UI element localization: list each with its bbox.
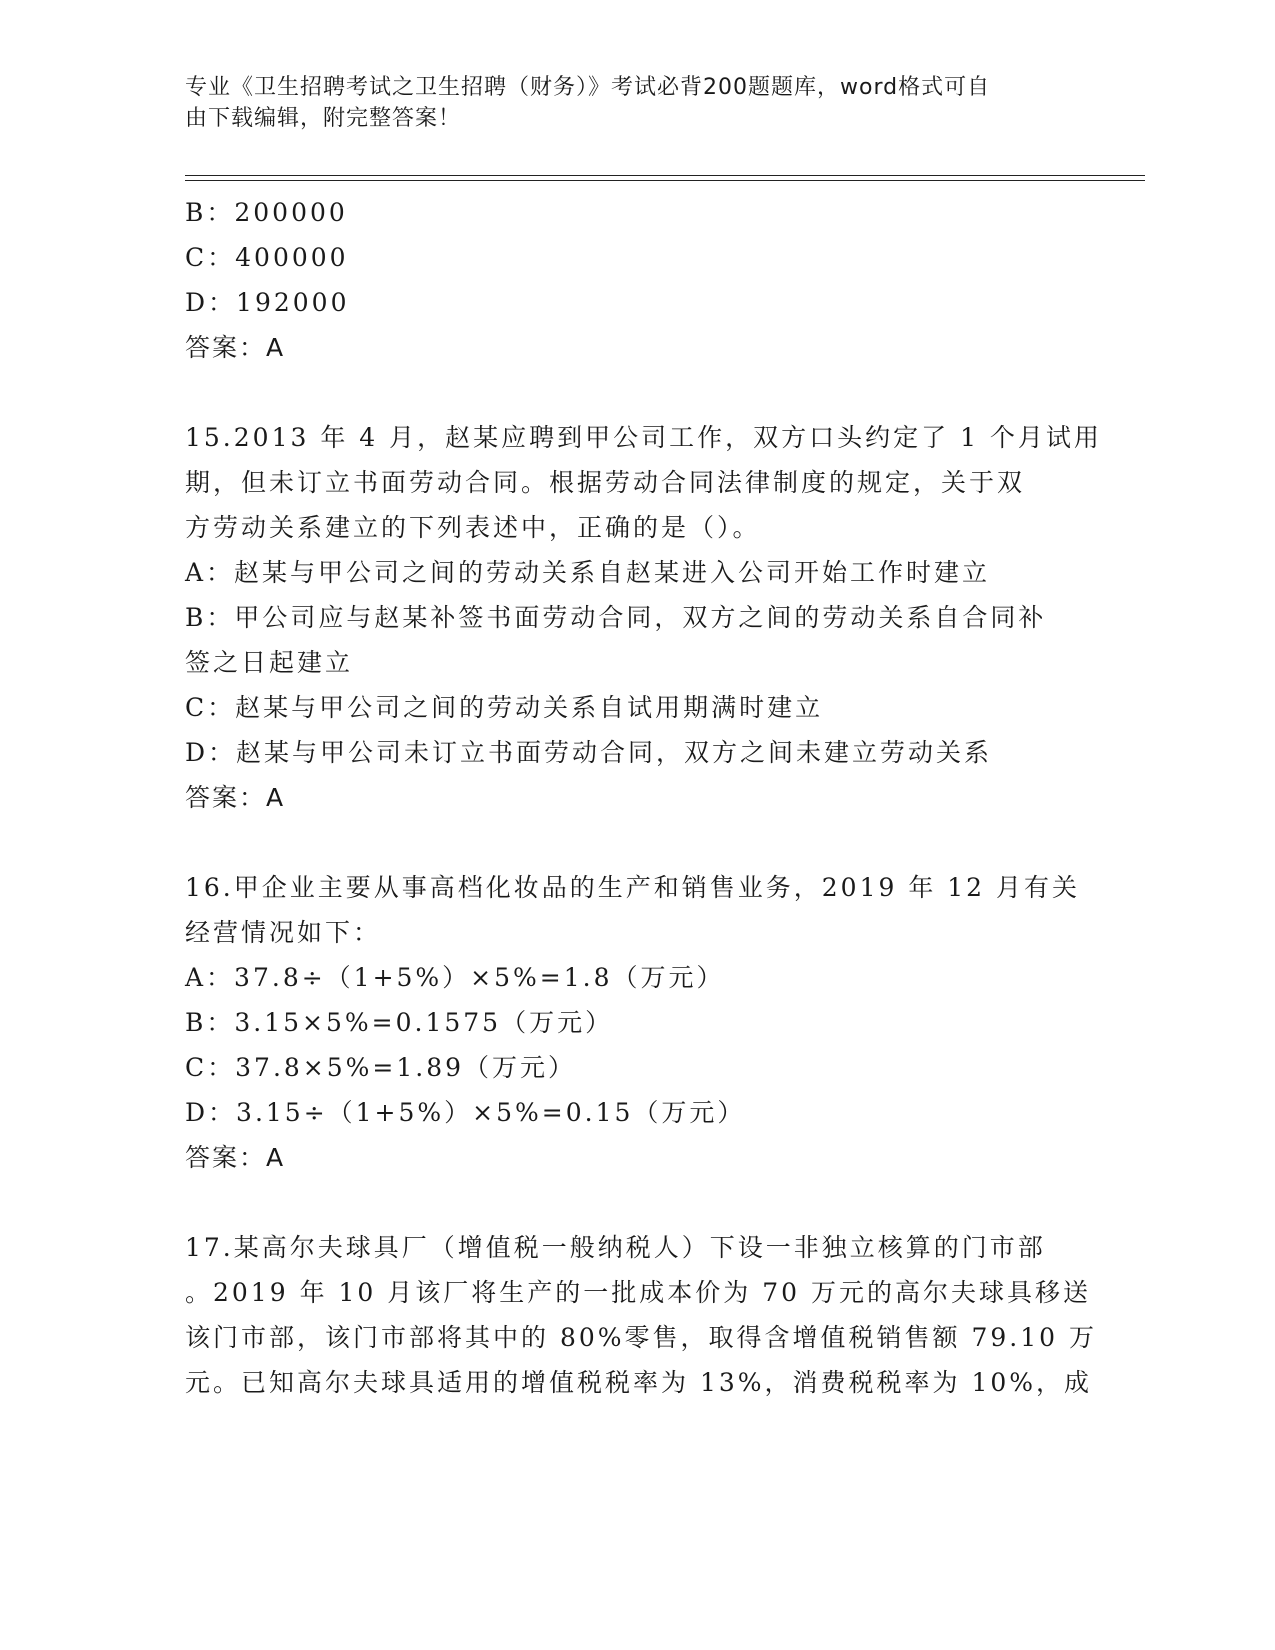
question-15 xyxy=(185,415,1102,820)
q16-option-a: A：37.8÷（1+5%）×5%=1.8（万元） xyxy=(185,963,725,992)
q15-stem-line-2: 期，但未订立书面劳动合同。根据劳动合同法律制度的规定，关于双 xyxy=(185,468,1026,497)
question-14-tail xyxy=(185,190,1085,370)
q17-stem-line-4: 元。已知高尔夫球具适用的增值税税率为 13%，消费税税率为 10%，成 xyxy=(185,1368,1093,1397)
question-17 xyxy=(185,1225,1097,1405)
document-header xyxy=(185,72,1065,134)
spacer xyxy=(185,1180,1085,1225)
q14-option-d: D：192000 xyxy=(185,288,350,317)
q16-answer: 答案：A xyxy=(185,1143,286,1172)
q14-option-c: C：400000 xyxy=(185,243,349,272)
q15-option-a: A：赵某与甲公司之间的劳动关系自赵某进入公司开始工作时建立 xyxy=(185,558,991,587)
header-line-2: 由下载编辑，附完整答案！ xyxy=(185,106,462,131)
q15-option-c: C：赵某与甲公司之间的劳动关系自试用期满时建立 xyxy=(185,693,824,722)
header-line-1: 专业《卫生招聘考试之卫生招聘（财务）》考试必背200题题库，word格式可自 xyxy=(185,75,991,100)
q16-option-c: C：37.8×5%=1.89（万元） xyxy=(185,1053,577,1082)
q16-option-b: B：3.15×5%=0.1575（万元） xyxy=(185,1008,614,1037)
q14-option-b: B：200000 xyxy=(185,198,348,227)
question-16 xyxy=(185,865,1085,1180)
q17-stem-line-2: 。2019 年 10 月该厂将生产的一批成本价为 70 万元的高尔夫球具移送 xyxy=(185,1278,1091,1307)
q16-stem-line-1: 16.甲企业主要从事高档化妆品的生产和销售业务，2019 年 12 月有关 xyxy=(185,873,1081,902)
q15-stem-line-3: 方劳动关系建立的下列表述中，正确的是（）。 xyxy=(185,513,761,542)
document-body xyxy=(185,190,1102,1405)
q15-option-b-line-1: B：甲公司应与赵某补签书面劳动合同，双方之间的劳动关系自合同补 xyxy=(185,603,1047,632)
header-divider-top xyxy=(185,175,1145,176)
q14-answer: 答案：A xyxy=(185,333,286,362)
q17-stem-line-3: 该门市部，该门市部将其中的 80%零售，取得含增值税销售额 79.10 万 xyxy=(185,1323,1097,1352)
q15-stem-line-1: 15.2013 年 4 月，赵某应聘到甲公司工作，双方口头约定了 1 个月试用 xyxy=(185,423,1102,452)
q17-stem-line-1: 17.某高尔夫球具厂（增值税一般纳税人）下设一非独立核算的门市部 xyxy=(185,1233,1046,1262)
q15-option-b-line-2: 签之日起建立 xyxy=(185,648,354,677)
q15-answer: 答案：A xyxy=(185,783,286,812)
spacer xyxy=(185,820,1085,865)
spacer xyxy=(185,370,1085,415)
q15-option-d: D：赵某与甲公司未订立书面劳动合同，双方之间未建立劳动关系 xyxy=(185,738,993,767)
q16-option-d: D：3.15÷（1+5%）×5%=0.15（万元） xyxy=(185,1098,746,1127)
q16-stem-line-2: 经营情况如下： xyxy=(185,918,382,947)
header-divider-bottom xyxy=(185,180,1145,181)
